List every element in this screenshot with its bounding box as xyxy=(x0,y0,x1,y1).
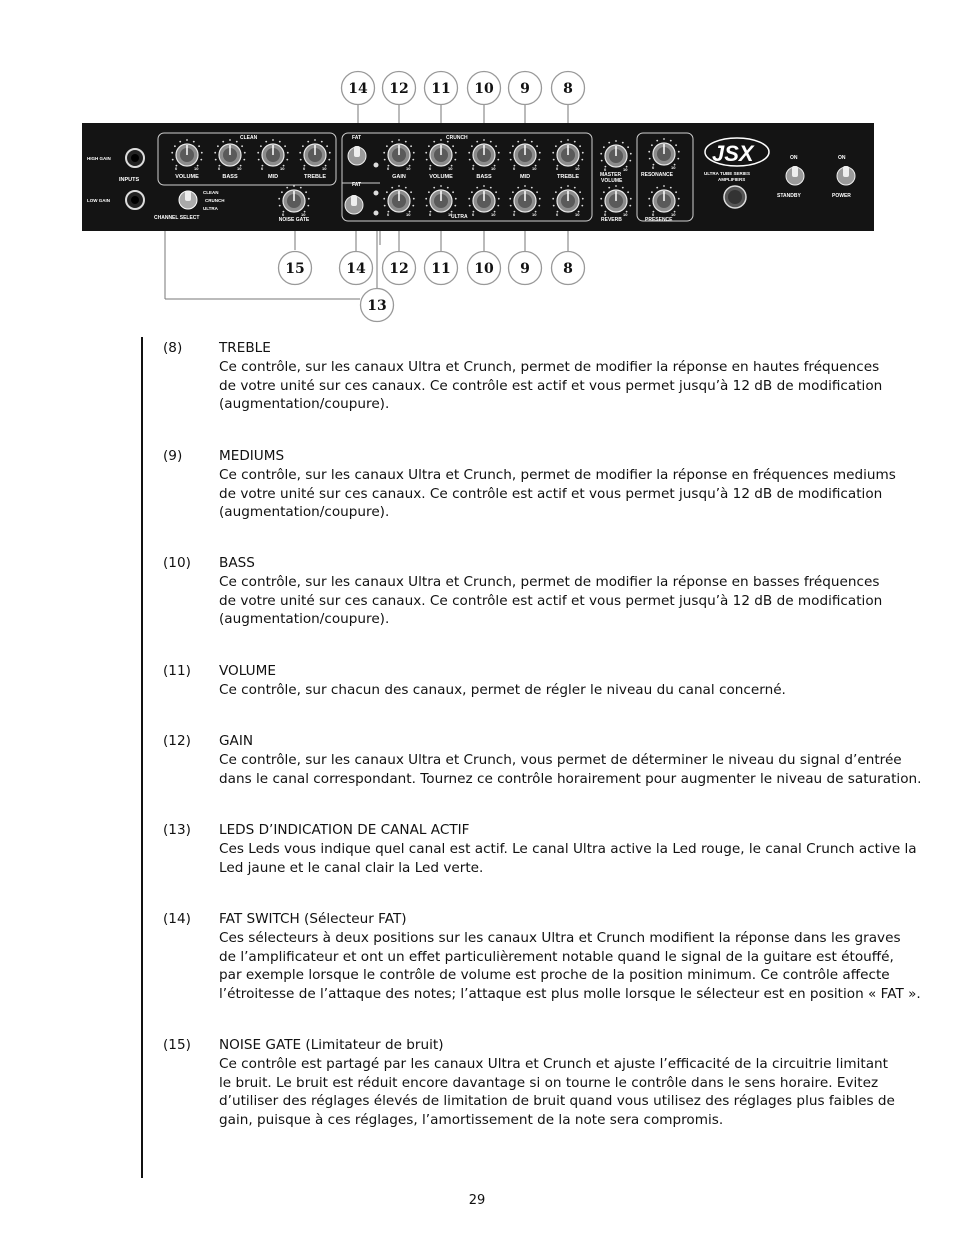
entry-title: NOISE GATE (Limitateur de bruit) xyxy=(219,1037,444,1053)
led-ultra xyxy=(374,191,379,196)
left-margin-rule xyxy=(141,337,143,1178)
entry-text-line: Ce contrôle, sur les canaux Ultra et Crunch, permet de modifier la réponse en hautes fréquences xyxy=(219,358,880,375)
low-gain-label: LOW GAIN xyxy=(87,198,110,203)
entry-text-line: (augmentation/coupure). xyxy=(219,504,390,521)
dial-max-label: 10 xyxy=(406,212,411,217)
knob-label: BASS xyxy=(222,174,238,180)
presence-label: PRESENCE xyxy=(645,217,673,223)
channel-option-crunch: CRUNCH xyxy=(205,198,225,203)
dial-max-label: 10 xyxy=(491,166,496,171)
channel-select-lever xyxy=(185,191,191,201)
standby-label: STANDBY xyxy=(777,193,801,199)
callout-bottom-2 xyxy=(383,252,416,285)
entry-text-line: dans le canal correspondant. Tournez ce contrôle horairement pour augmenter le niveau de saturation. xyxy=(219,770,922,787)
entry-number: (11) xyxy=(163,663,191,679)
dial-max-label: 10 xyxy=(623,212,628,217)
dial-max-label: 10 xyxy=(532,212,537,217)
entry-text-line: Ce contrôle, sur les canaux Ultra et Crunch, vous permet de déterminer le niveau du signal d’entrée xyxy=(219,751,902,768)
dial-max-label: 10 xyxy=(575,166,580,171)
callout-number: 12 xyxy=(389,81,409,97)
entry-text-line: le bruit. Le bruit est réduit encore davantage si on tourne le contrôle dans le sens horaire. Evitez xyxy=(219,1074,879,1091)
led-crunch xyxy=(374,163,379,168)
dial-max-label: 10 xyxy=(623,167,628,172)
dial-max-label: 10 xyxy=(491,212,496,217)
entry-number: (8) xyxy=(163,340,183,356)
callout-number: 10 xyxy=(474,261,494,277)
dial-min-label: 0 xyxy=(218,166,221,171)
entry-number: (9) xyxy=(163,448,183,464)
entry-title: FAT SWITCH (Sélecteur FAT) xyxy=(219,911,407,927)
dial-min-label: 0 xyxy=(472,166,475,171)
entry-text-line: de votre unité sur ces canaux. Ce contrôle est actif et vous permet jusqu’à 12 dB de modification xyxy=(219,377,883,394)
amp-panel-diagram xyxy=(0,0,954,330)
entry-text-line: d’utiliser des réglages élevés de limitation de bruit quand vous utilisez des réglages plus faibles de xyxy=(219,1093,895,1110)
dial-max-label: 10 xyxy=(671,212,676,217)
callout-top-5 xyxy=(552,72,585,105)
logo-subtitle-2: AMPLIFIERS xyxy=(718,177,746,182)
callout-top-2 xyxy=(425,72,458,105)
logo-subtitle-1: ULTRA TUBE SERIES xyxy=(704,171,751,176)
power-on-label: ON xyxy=(838,155,846,161)
clean-section-label: CLEAN xyxy=(240,135,258,141)
noise-gate-label: NOISE GATE xyxy=(278,217,310,223)
entry-number: (12) xyxy=(163,733,191,749)
dial-min-label: 0 xyxy=(652,165,655,170)
inputs-label: INPUTS xyxy=(119,177,140,183)
entry-text-line: Ce contrôle, sur chacun des canaux, permet de régler le niveau du canal concerné. xyxy=(219,681,786,698)
jsx-logo-text: JSX xyxy=(712,141,754,166)
knob-label: VOLUME xyxy=(429,174,453,180)
entry-text-line: Led jaune et le canal clair la Led verte. xyxy=(219,859,484,876)
entry-text-line: Ces Leds vous indique quel canal est actif. Le canal Ultra active la Led rouge, le canal Crunch active la xyxy=(219,840,917,857)
entry-text-line: de votre unité sur ces canaux. Ce contrôle est actif et vous permet jusqu’à 12 dB de modification xyxy=(219,485,883,502)
callout-number: 10 xyxy=(474,81,494,97)
dial-max-label: 10 xyxy=(448,166,453,171)
callout-number: 9 xyxy=(520,81,530,97)
entry-title: TREBLE xyxy=(219,340,271,356)
dial-max-label: 10 xyxy=(671,165,676,170)
dial-min-label: 0 xyxy=(556,166,559,171)
callout-number: 9 xyxy=(520,261,530,277)
page-number: 29 xyxy=(468,1193,486,1208)
callout-number: 12 xyxy=(389,261,409,277)
standby-on-label: ON xyxy=(790,155,798,161)
dial-max-label: 10 xyxy=(448,212,453,217)
dial-max-label: 10 xyxy=(301,212,306,217)
resonance-label: RESONANCE xyxy=(641,172,673,178)
dial-min-label: 0 xyxy=(175,166,178,171)
dial-min-label: 0 xyxy=(604,167,607,172)
channel-option-clean: CLEAN xyxy=(203,190,219,195)
dial-max-label: 10 xyxy=(532,166,537,171)
knob-label: TREBLE xyxy=(557,174,579,180)
dial-min-label: 0 xyxy=(303,166,306,171)
entry-text-line: Ce contrôle, sur les canaux Ultra et Crunch, permet de modifier la réponse en fréquences mediums xyxy=(219,466,896,483)
led-clean xyxy=(374,211,379,216)
dial-max-label: 10 xyxy=(322,166,327,171)
entry-text-line: de votre unité sur ces canaux. Ce contrôle est actif et vous permet jusqu’à 12 dB de modification xyxy=(219,592,883,609)
fat-label-bottom: FAT xyxy=(352,182,362,188)
knob-label: TREBLE xyxy=(304,174,326,180)
dial-max-label: 10 xyxy=(406,166,411,171)
entry-text-line: Ce contrôle est partagé par les canaux Ultra et Crunch et ajuste l’efficacité de la circuitrie limitant xyxy=(219,1055,888,1072)
callout-number: 13 xyxy=(367,298,387,314)
entry-text-line: (augmentation/coupure). xyxy=(219,611,390,628)
entry-title: GAIN xyxy=(219,733,254,749)
dial-min-label: 0 xyxy=(513,166,516,171)
reverb-label: REVERB xyxy=(601,217,622,223)
dial-min-label: 0 xyxy=(472,212,475,217)
callout-bottom-3 xyxy=(425,252,458,285)
knob-label: GAIN xyxy=(392,174,406,180)
channel-select-label: CHANNEL SELECT xyxy=(154,215,200,221)
entry-number: (14) xyxy=(163,911,191,927)
entry-text-line: Ce contrôle, sur les canaux Ultra et Crunch, permet de modifier la réponse en basses fréquences xyxy=(219,573,880,590)
power-label: POWER xyxy=(832,193,851,199)
knob-label: VOLUME xyxy=(175,174,199,180)
dial-max-label: 10 xyxy=(575,212,580,217)
dial-max-label: 10 xyxy=(194,166,199,171)
callout-bottom-6 xyxy=(552,252,585,285)
dial-min-label: 0 xyxy=(387,166,390,171)
entry-number: (15) xyxy=(163,1037,191,1053)
dial-min-label: 0 xyxy=(513,212,516,217)
dial-max-label: 10 xyxy=(237,166,242,171)
callout-number: 14 xyxy=(348,81,368,97)
knob-label: MID xyxy=(267,174,279,180)
master-label: MASTER xyxy=(600,172,622,178)
dial-min-label: 0 xyxy=(429,212,432,217)
entry-text-line: de l’amplificateur et ont un effet particulièrement notable quand le signal de la guitare est étouffé, xyxy=(219,948,894,965)
callout-bottom-1 xyxy=(340,252,373,285)
callout-number: 14 xyxy=(346,261,366,277)
dial-min-label: 0 xyxy=(429,166,432,171)
dial-min-label: 0 xyxy=(604,212,607,217)
entry-number: (13) xyxy=(163,822,191,838)
callout-top-0 xyxy=(342,72,375,105)
dial-min-label: 0 xyxy=(261,166,264,171)
callout-13 xyxy=(361,289,394,322)
dial-min-label: 0 xyxy=(282,212,285,217)
master-volume-label: VOLUME xyxy=(601,178,623,184)
callout-top-4 xyxy=(509,72,542,105)
dial-min-label: 0 xyxy=(387,212,390,217)
entry-title: MEDIUMS xyxy=(219,448,285,464)
knob-label: BASS xyxy=(476,174,492,180)
high-gain-label: HIGH GAIN xyxy=(87,156,111,161)
callout-number: 8 xyxy=(563,261,573,277)
entry-number: (10) xyxy=(163,555,191,571)
entry-title: BASS xyxy=(219,555,255,571)
dial-min-label: 0 xyxy=(556,212,559,217)
ultra-section-label: ULTRA xyxy=(451,214,468,220)
callout-number: 11 xyxy=(431,261,451,277)
channel-option-ultra: ULTRA xyxy=(203,206,218,211)
dial-max-label: 10 xyxy=(280,166,285,171)
callout-bottom-0 xyxy=(279,252,312,285)
knob-label: MID xyxy=(519,174,531,180)
entry-text-line: (augmentation/coupure). xyxy=(219,396,390,413)
fat-label-top: FAT xyxy=(352,135,362,141)
callout-top-3 xyxy=(468,72,501,105)
callout-bottom-5 xyxy=(509,252,542,285)
callout-number: 8 xyxy=(563,81,573,97)
callout-bottom-4 xyxy=(468,252,501,285)
callout-number: 11 xyxy=(431,81,451,97)
dial-min-label: 0 xyxy=(652,212,655,217)
entry-text-line: Ces sélecteurs à deux positions sur les canaux Ultra et Crunch modifient la réponse dans les graves xyxy=(219,929,901,946)
entry-title: LEDS D’INDICATION DE CANAL ACTIF xyxy=(219,822,470,838)
entry-text-line: gain, puisque à ces réglages, l’amortissement de la note sera compromis. xyxy=(219,1112,724,1129)
crunch-section-label: CRUNCH xyxy=(446,135,468,141)
entry-text-line: par exemple lorsque le contrôle de volume est proche de la position minimum. Ce contrôle affecte xyxy=(219,967,890,984)
callout-number: 15 xyxy=(285,261,305,277)
entry-title: VOLUME xyxy=(219,663,276,679)
entry-text-line: l’étroitesse de l’attaque des notes; l’attaque est plus molle lorsque le sélecteur est en position « FAT ». xyxy=(219,986,921,1003)
callout-top-1 xyxy=(383,72,416,105)
